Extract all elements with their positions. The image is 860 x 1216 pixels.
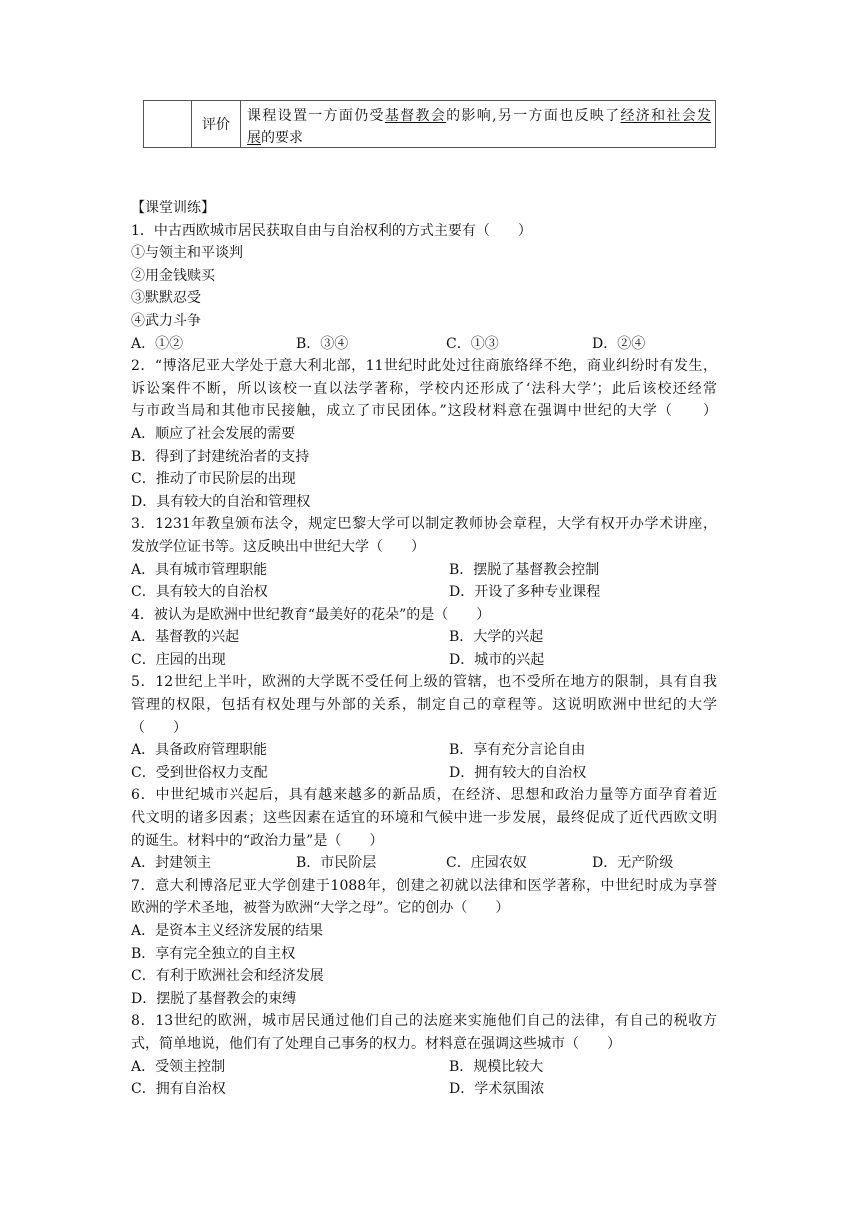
option-b: B．③④ [296,335,349,352]
option-a: A．受领主控制 [131,1058,226,1075]
table-empty-cell [144,101,192,147]
question-item: ②用金钱赎买 [131,267,215,284]
exercise-section [131,197,717,1101]
option-a: A．封建领主 [131,855,212,872]
option-b: B．市民阶层 [296,855,377,872]
options-row [131,739,717,762]
options-row [131,762,717,785]
option-a: A．①② [131,335,184,352]
table-text: 课程设置一方面仍受 [247,108,385,124]
section-title: 【课堂训练】 [131,200,215,216]
option-d: D．具有较大的自治和管理权 [131,493,311,510]
options-row [131,1078,717,1101]
option-c: C．庄园的出现 [131,651,226,668]
options-row [131,559,717,582]
option-d: D．摆脱了基督教会的束缚 [131,990,297,1007]
question-stem: 6．中世纪城市兴起后，具有越来越多的新品质，在经济、思想和政治力量等方面孕育着近 [131,787,717,804]
option-d: D．拥有较大的自治权 [449,764,587,781]
question-stem: 4．被认为是欧洲中世纪教育“最美好的花朵”的是（ ） [131,606,491,623]
table-text-line-2 [247,127,711,149]
option-a: A．顺应了社会发展的需要 [131,425,296,442]
question-stem: 的诞生。材料中的“政治力量”是（ ） [131,832,384,849]
options-row [131,1056,717,1079]
question-stem: 式，简单地说，他们有了处理自己事务的权力。材料意在强调这些城市（ ） [131,1035,621,1052]
option-b: B．得到了封建统治者的支持 [131,448,310,465]
option-d: D．无产阶级 [592,855,674,872]
question-stem: 2．“博洛尼亚大学处于意大利北部，11世纪时此处过往商旅络绎不绝，商业纠纷时有发生， [131,358,717,375]
options-row [131,333,717,356]
question-stem: 3．1231年教皇颁布法令，规定巴黎大学可以制定教师协会章程，大学有权开办学术讲座， [131,516,717,533]
option-d: D．城市的兴起 [449,651,545,668]
question-stem: 5．12世纪上半叶，欧洲的大学既不受任何上级的管辖，也不受所在地方的限制，具有自我 [131,674,717,691]
question-item: ③默默忍受 [131,290,201,307]
underlined-term: 经济和社会发 [620,108,712,124]
option-c: C．拥有自治权 [131,1081,226,1098]
question-stem: 7．意大利博洛尼亚大学创建于1088年，创建之初就以法律和医学著称，中世纪时成为享誉 [131,877,717,894]
options-row [131,649,717,672]
question-stem: 管理的权限，包括有权处理与外部的关系，制定自己的章程等。这说明欧洲中世纪的大学 [131,697,717,714]
option-b: B．大学的兴起 [449,629,544,646]
option-d: D．②④ [592,335,646,352]
question-stem: 8．13世纪的欧洲，城市居民通过他们自己的法庭来实施他们自己的法律，有自己的税收方 [131,1013,717,1030]
option-c: C．庄园农奴 [446,855,527,872]
option-c: C．受到世俗权力支配 [131,764,268,781]
option-d: D．学术氛围浓 [449,1081,545,1098]
question-stem: 代文明的诸多因素；这些因素在适宜的环境和气候中进一步发展，最终促成了近代西欧文明 [131,810,717,827]
question-stem: 诉讼案件不断，所以该校一直以法学著称，学校内还形成了‘法科大学’；此后该校还经常 [131,380,717,397]
option-a: A．具备政府管理职能 [131,742,268,759]
options-row [131,852,717,875]
table-content-cell [241,101,715,147]
question-stem: 与市政当局和其他市民接触，成立了市民团体。”这段材料意在强调中世纪的大学（ ） [131,403,717,420]
option-c: C．有利于欧洲社会和经济发展 [131,968,324,985]
question-item: ①与领主和平谈判 [131,245,243,262]
option-b: B．享有完全独立的自主权 [131,945,296,962]
evaluation-table [143,100,716,148]
underlined-term: 基督教会 [384,108,447,124]
table-text: 的要求 [261,130,303,146]
option-c: C．推动了市民阶层的出现 [131,471,296,488]
option-c: C．①③ [446,335,499,352]
option-d: D．开设了多种专业课程 [449,584,601,601]
option-b: B．摆脱了基督教会控制 [449,561,600,578]
table-text-line-1 [247,105,711,127]
question-stem: 欧洲的学术圣地，被誉为欧洲“大学之母”。它的创办（ ） [131,900,510,917]
option-b: B．规模比较大 [449,1058,544,1075]
option-a: A．是资本主义经济发展的结果 [131,923,324,939]
option-a: A．基督教的兴起 [131,629,240,646]
question-stem: （ ） [131,719,187,736]
option-b: B．享有充分言论自由 [449,742,586,759]
table-label-cell [192,101,241,147]
underlined-term: 展 [247,130,261,146]
table-label: 评价 [202,117,230,133]
question-item: ④武力斗争 [131,312,201,329]
question-stem: 1．中古西欧城市居民获取自由与自治权利的方式主要有（ ） [131,222,532,239]
question-stem: 发放学位证书等。这反映出中世纪大学（ ） [131,538,425,555]
option-c: C．具有较大的自治权 [131,584,268,601]
options-row [131,581,717,604]
table-text: 的影响,另一方面也反映了 [446,108,621,124]
option-a: A．具有城市管理职能 [131,561,268,578]
options-row [131,626,717,649]
